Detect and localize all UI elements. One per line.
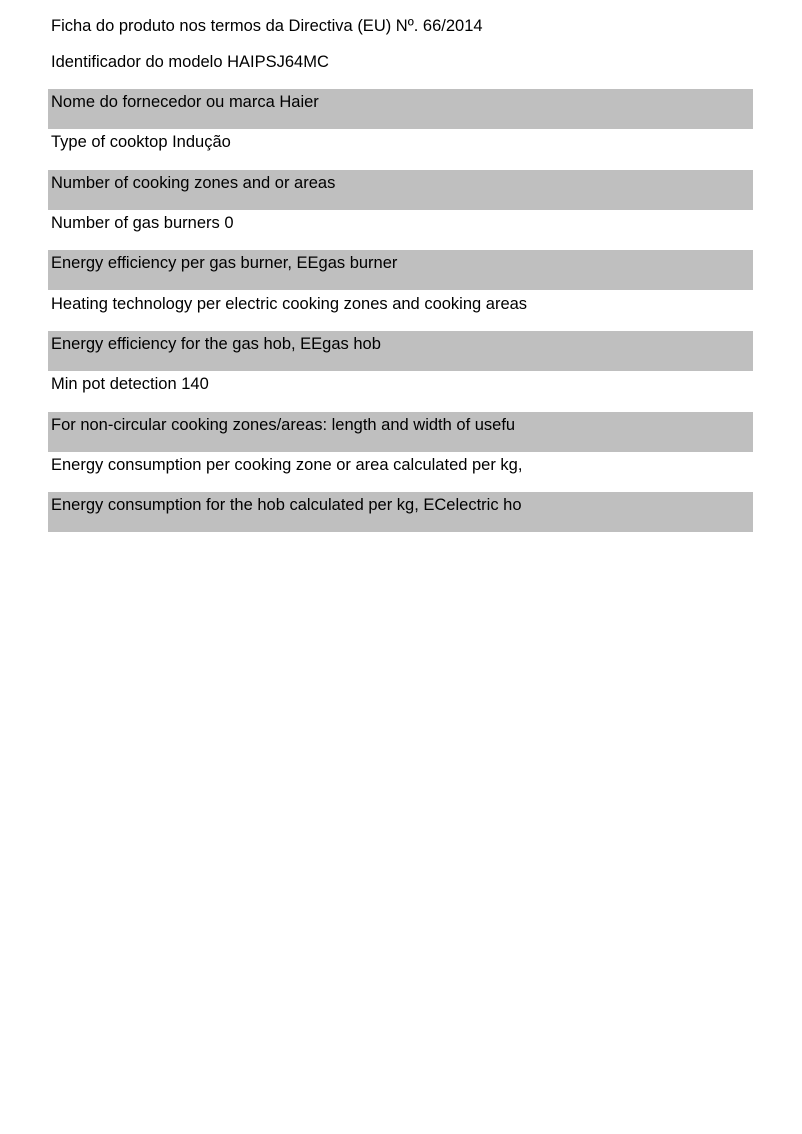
row-efficiency-gas-hob: Energy efficiency for the gas hob, EEgas hob [48,331,753,371]
row-energy-hob: Energy consumption for the hob calculated per kg, ECelectric ho [48,492,753,532]
row-supplier-brand: Nome do fornecedor ou marca Haier [48,89,753,129]
model-identifier: Identificador do modelo HAIPSJ64MC [51,53,329,71]
document-title: Ficha do produto nos termos da Directiva (EU) Nº. 66/2014 [51,17,483,35]
row-energy-per-zone: Energy consumption per cooking zone or area calculated per kg, [51,456,523,474]
row-gas-burners: Number of gas burners 0 [51,214,234,232]
row-cooking-zones: Number of cooking zones and or areas [48,170,753,210]
row-min-pot-detection: Min pot detection 140 [51,375,209,393]
row-non-circular-zones: For non-circular cooking zones/areas: length and width of usefu [48,412,753,452]
row-heating-technology: Heating technology per electric cooking zones and cooking areas [51,295,528,313]
row-cooktop-type: Type of cooktop Indução [51,133,231,151]
row-efficiency-gas-burner: Energy efficiency per gas burner, EEgas burner [48,250,753,290]
